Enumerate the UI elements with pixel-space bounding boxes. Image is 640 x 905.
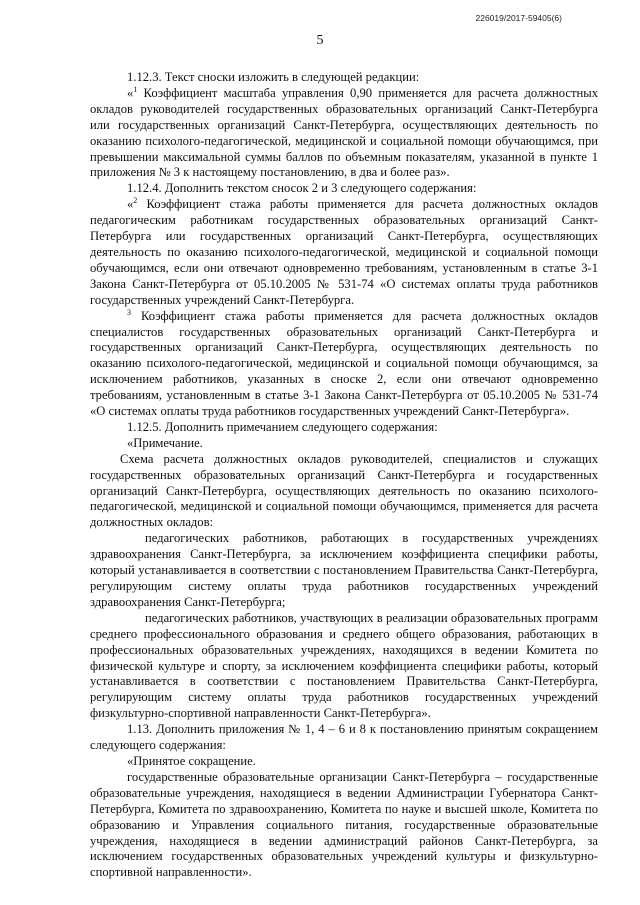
- page-number: 5: [316, 33, 324, 48]
- note-paragraph-intro: Схема расчета должностных окладов руководителей, специалистов и служащих государственных образовательных организаций Санкт-Петербурга и государственных организаций Санкт-Петербурга, осуществляющих деятельность по оказанию психолого-педагогической, медицинской и социальной помощи обучающимся, применяется для расчета должностных окладов:: [90, 451, 598, 530]
- footnote-3-text: [90, 309, 598, 420]
- footnote-2-text: [90, 197, 598, 308]
- document-registration-number: 226019/2017-59405(6): [475, 13, 562, 23]
- quote-open: «: [127, 197, 134, 212]
- note-item-healthcare: педагогических работников, работающих в государственных учреждениях здравоохранения Санкт-Петербурга, за исключением коэффициента специфики работы, который устанавливается в соответствии с постановлением Правительства Санкт-Петербурга, регулирующим систему оплаты труда работников государственных учреждений здравоохранения Санкт-Петербурга;: [90, 531, 598, 609]
- abbreviation-heading: «Принятое сокращение.: [127, 753, 256, 768]
- paragraph-1-12-4: 1.12.4. Дополнить текстом сносок 2 и 3 следующего содержания:: [127, 181, 477, 196]
- document-body: [90, 70, 598, 881]
- paragraph-1-12-5: 1.12.5. Дополнить примечанием следующего содержания:: [127, 419, 438, 434]
- note-heading: «Примечание.: [127, 435, 203, 450]
- footnote-3-body: Коэффициент стажа работы применяется для расчета должностных окладов специалистов государственных образовательных организаций Санкт-Петербурга и государственных организаций Санкт-Петербурга, осуществляющих деятельность по оказанию психолого-педагогической, медицинской и социальной помощи обучающимся, за исключением работников, указанных в сноске 2, если они отвечают одновременно требованиям, установленным в статье 3-1 Закона Санкт-Петербурга от 05.10.2005 № 531-74 «О системах оплаты труда работников государственных учреждений Санкт-Петербурга».: [90, 308, 598, 419]
- footnote-2-body: Коэффициент стажа работы применяется для расчета должностных окладов педагогическим работникам государственных образовательных организаций Санкт-Петербурга или государственных организаций Санкт-Петербурга, осуществляющих деятельность по оказанию психолого-педагогической, медицинской и социальной помощи обучающимся, если они отвечают одновременно требованиям, установленным в статье 3-1 Закона Санкт-Петербурга от 05.10.2005 № 531-74 «О системах оплаты труда работников государственных учреждений Санкт-Петербурга.: [90, 197, 598, 307]
- footnote-marker-1: 1: [133, 84, 138, 94]
- footnote-1-text: [90, 86, 598, 181]
- abbreviation-definition: государственные образовательные организации Санкт-Петербурга – государственные образовательные учреждения, находящиеся в ведении Администрации Губернатора Санкт-Петербурга, Комитета по здравоохранению, Комитета по науке и высшей школе, Комитета по образованию и Управления социального питания, государственные образовательные учреждения, находящиеся в ведении администраций районов Санкт-Петербурга, за исключением государственных образовательных учреждений культуры и физкультурно-спортивной направленности».: [90, 769, 598, 880]
- footnote-marker-2: 2: [133, 196, 138, 206]
- footnote-marker-3: 3: [127, 307, 131, 317]
- note-item-sport: педагогических работников, участвующих в реализации образовательных программ среднего профессионального образования и среднего общего образования, работающих в профессиональных образовательных учреждениях, находящихся в ведении Комитета по физической культуре и спорту, за исключением коэффициента специфики работы, который устанавливается в соответствии с постановлением Правительства Санкт-Петербурга, регулирующим систему оплаты труда работников государственных учреждений физкультурно-спортивной направленности Санкт-Петербурга».: [90, 610, 598, 721]
- paragraph-1-13: 1.13. Дополнить приложения № 1, 4 – 6 и 8 к постановлению принятым сокращением следующего содержания:: [90, 722, 598, 753]
- quote-open: «: [127, 85, 134, 100]
- paragraph-1-12-3: 1.12.3. Текст сноски изложить в следующей редакции:: [127, 70, 420, 84]
- footnote-1-body: Коэффициент масштаба управления 0,90 применяется для расчета должностных окладов руководителей государственных образовательных организаций Санкт-Петербурга или государственных организаций Санкт-Петербурга, осуществляющих деятельность по оказанию психолого-педагогической, медицинской и социальной помощи обучающимся, при превышении максимальной суммы баллов по объемным показателям, указанной в пункте 1 приложения № 3 к настоящему постановлению, в два и более раз».: [90, 85, 598, 180]
